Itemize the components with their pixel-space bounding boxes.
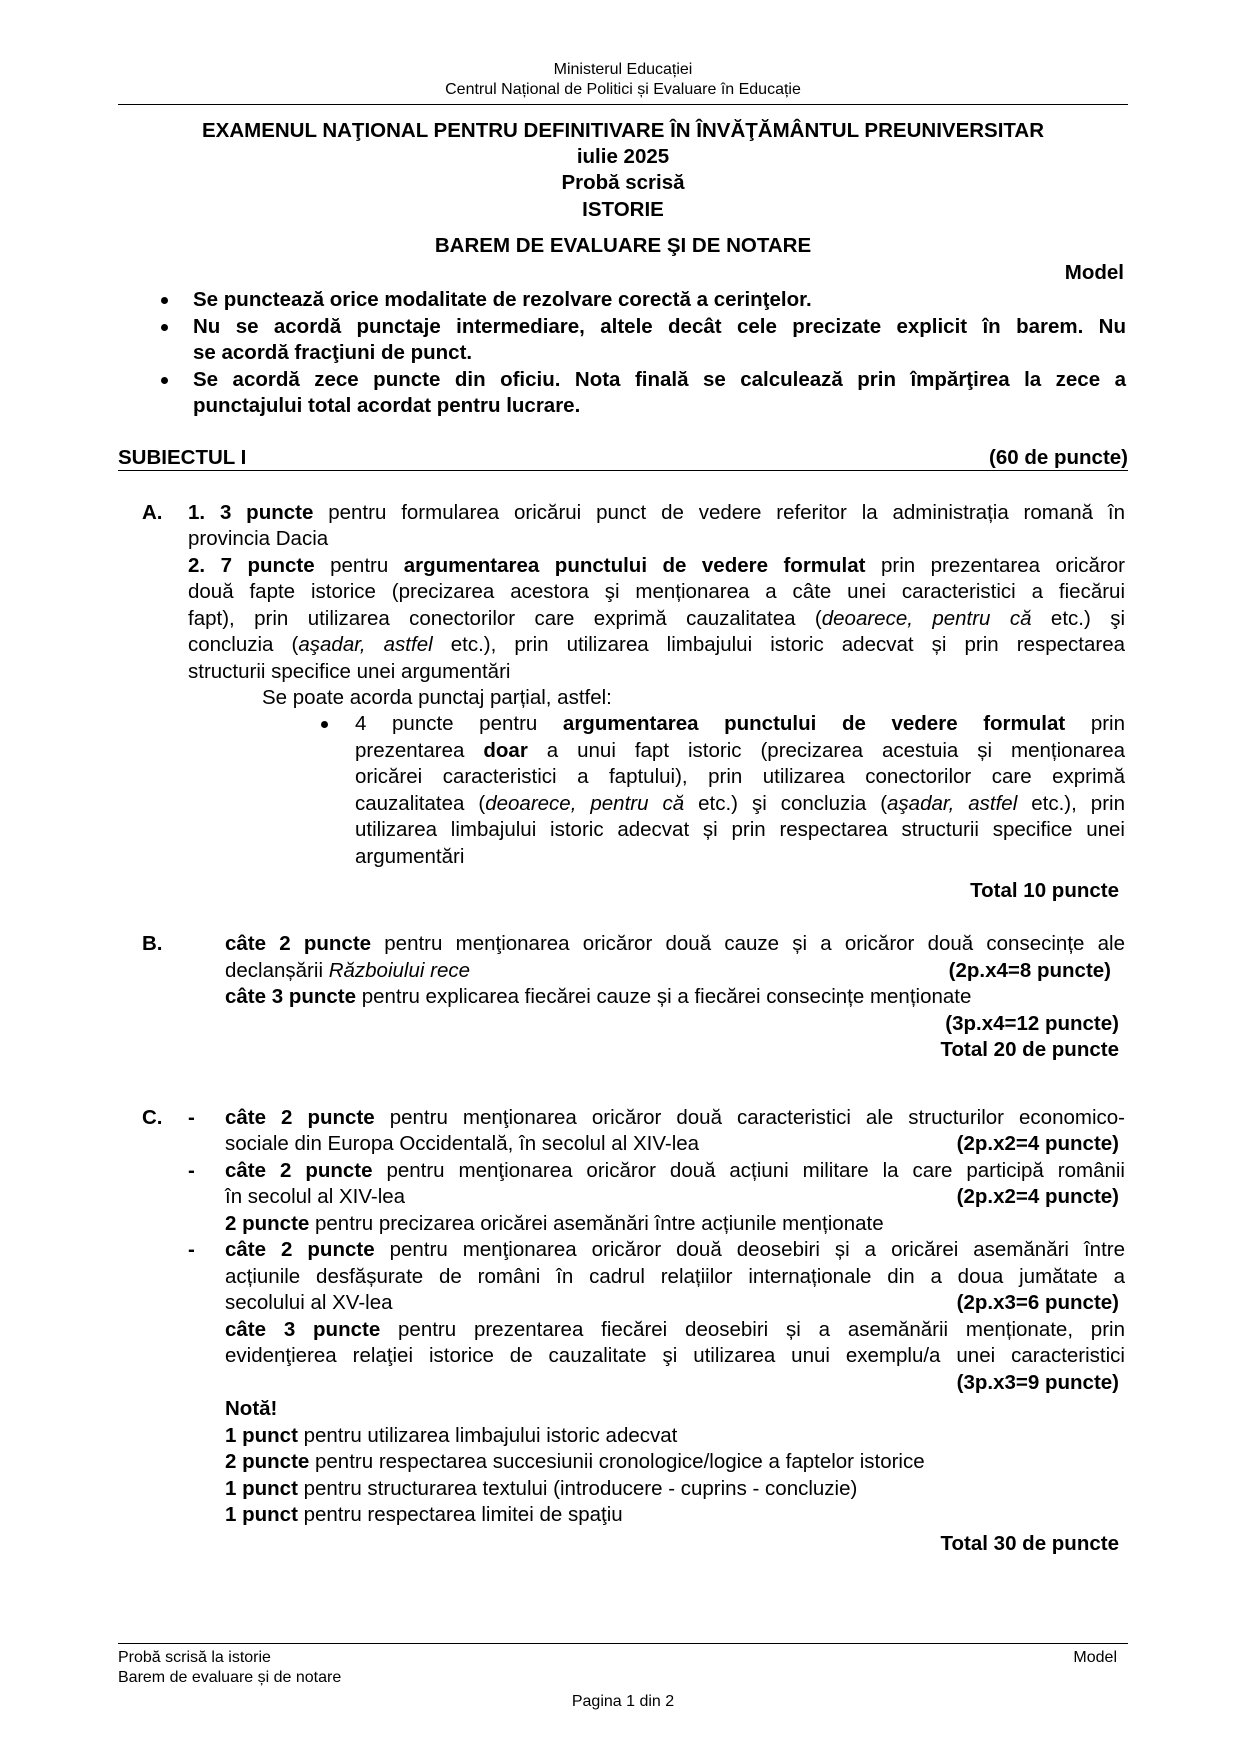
note-item: 1 punct pentru structurarea textului (introducere - cuprins - concluzie)	[225, 1477, 858, 1500]
header-rule	[118, 104, 1128, 105]
rule-item: Se punctează orice modalitate de rezolvare corectă a cerinţelor.	[193, 288, 812, 311]
item-2-line: concluzia (aşadar, astfel etc.), prin utilizarea limbajului istoric adecvat și prin respectarea	[188, 633, 1125, 656]
c-line: în secolul al XIV-lea	[225, 1185, 406, 1208]
bullet-icon	[161, 297, 168, 304]
c-line: secolului al XV-lea	[225, 1291, 393, 1314]
item-1-line: 1. 3 puncte pentru formularea oricărui punct de vedere referitor la administrația romană în	[188, 501, 1126, 524]
header-center: Centrul Național de Politici și Evaluare în Educație	[445, 81, 801, 98]
partial-line: 4 puncte pentru argumentarea punctului de vedere formulat prin	[355, 712, 1125, 735]
item-2-line: 2. 7 puncte pentru argumentarea punctului de vedere formulat prin prezentarea oricăror	[188, 554, 1125, 577]
barem-title: BAREM DE EVALUARE ŞI DE NOTARE	[434, 234, 812, 257]
page-number: Pagina 1 din 2	[571, 1693, 675, 1710]
b-line: câte 3 puncte pentru explicarea fiecărei cauze și a fiecărei consecințe menționate	[225, 985, 972, 1008]
note-item: 1 punct pentru utilizarea limbajului istoric adecvat	[225, 1424, 678, 1447]
section-letter: A.	[142, 501, 163, 524]
c-line: câte 2 puncte pentru menţionarea oricăror două caracteristici ale structurilor economico-	[225, 1106, 1125, 1129]
points-badge: (2p.x4=8 puncte)	[948, 959, 1111, 982]
header-ministry: Ministerul Educației	[553, 61, 693, 78]
subject-points: (60 de puncte)	[989, 446, 1128, 469]
footer-barem: Barem de evaluare și de notare	[118, 1669, 342, 1686]
section-letter: B.	[142, 932, 163, 955]
bullet-icon	[161, 377, 168, 384]
c-line: câte 2 puncte pentru menţionarea oricăror două deosebiri și a oricărei asemănări între	[225, 1238, 1125, 1261]
subject-heading	[118, 446, 1128, 471]
rule-item: Nu se acordă punctaje intermediare, altele decât cele precizate explicit în barem. Nu	[193, 315, 1126, 338]
points-badge: (3p.x4=12 puncte)	[945, 1012, 1119, 1035]
note-item: 1 punct pentru respectarea limitei de spaţiu	[225, 1503, 623, 1526]
dash-marker: -	[188, 1238, 195, 1261]
points-badge: (2p.x3=6 puncte)	[956, 1291, 1119, 1314]
footer-test: Probă scrisă la istorie	[118, 1649, 271, 1666]
section-total: Total 30 de puncte	[940, 1532, 1119, 1555]
section-total: Total 10 puncte	[970, 879, 1119, 902]
partial-line: argumentări	[355, 845, 465, 868]
partial-line: prezentarea doar a unui fapt istoric (precizarea acestuia și menționarea	[355, 739, 1126, 762]
dash-marker: -	[188, 1106, 195, 1129]
dash-marker: -	[188, 1159, 195, 1182]
partial-line: oricărei caracteristici a faptului), prin utilizarea conectorilor care exprimă	[355, 765, 1125, 788]
c-line: acțiunile desfășurate de români în cadrul relațiilor internaționale din a doua jumătate a	[225, 1265, 1125, 1288]
item-2-line: structurii specifice unei argumentări	[188, 660, 511, 683]
exam-session: iulie 2025	[576, 145, 670, 168]
section-letter: C.	[142, 1106, 163, 1129]
c-line: câte 2 puncte pentru menţionarea oricăror două acțiuni militare la care participă românii	[225, 1159, 1125, 1182]
model-label: Model	[1064, 261, 1124, 284]
item-2-line: fapt), prin utilizarea conectorilor care exprimă cauzalitatea (deoarece, pentru că etc.) şi	[188, 607, 1125, 630]
partial-note: Se poate acorda punctaj parțial, astfel:	[262, 686, 612, 709]
b-line: câte 2 puncte pentru menţionarea oricăror două cauze și a oricăror două consecințe ale	[225, 932, 1125, 955]
item-2-line: două fapte istorice (precizarea acestora şi menționarea a câte unei caracteristici a fiecărui	[188, 580, 1125, 603]
note-heading: Notă!	[225, 1397, 278, 1420]
bullet-icon	[321, 721, 328, 728]
rule-item-cont: punctajului total acordat pentru lucrare.	[193, 394, 581, 417]
rule-item-cont: se acordă fracţiuni de punct.	[193, 341, 473, 364]
b-line: declanșării Războiului rece	[225, 959, 471, 982]
footer-rule	[118, 1643, 1128, 1644]
exam-title: EXAMENUL NAŢIONAL PENTRU DEFINITIVARE ÎN ÎNVĂŢĂMÂNTUL PREUNIVERSITAR	[201, 119, 1045, 142]
exam-test-type: Probă scrisă	[561, 171, 685, 194]
subject-label: SUBIECTUL I	[118, 446, 247, 469]
item-1-line: provincia Dacia	[188, 527, 329, 550]
partial-line: utilizarea limbajului istoric adecvat și prin respectarea structurii specifice unei	[355, 818, 1125, 841]
c-line: sociale din Europa Occidentală, în secolul al XIV-lea	[225, 1132, 700, 1155]
footer-model: Model	[1073, 1649, 1117, 1666]
section-total: Total 20 de puncte	[940, 1038, 1119, 1061]
points-badge: (3p.x3=9 puncte)	[956, 1371, 1119, 1394]
c-line: 2 puncte pentru precizarea oricărei asemănări între acțiunile menționate	[225, 1212, 884, 1235]
points-badge: (2p.x2=4 puncte)	[956, 1185, 1119, 1208]
note-item: 2 puncte pentru respectarea succesiunii cronologice/logice a faptelor istorice	[225, 1450, 925, 1473]
rule-item: Se acordă zece puncte din oficiu. Nota finală se calculează prin împărţirea la zece a	[193, 368, 1126, 391]
exam-subject: ISTORIE	[582, 198, 664, 221]
points-badge: (2p.x2=4 puncte)	[956, 1132, 1119, 1155]
partial-line: cauzalitatea (deoarece, pentru că etc.) şi concluzia (aşadar, astfel etc.), prin	[355, 792, 1125, 815]
bullet-icon	[161, 324, 168, 331]
c-line: câte 3 puncte pentru prezentarea fiecărei deosebiri și a asemănării menționate, prin	[225, 1318, 1125, 1341]
c-line: evidenţierea relaţiei istorice de cauzalitate şi utilizarea unui exemplu/a unei caracteristici	[225, 1344, 1125, 1367]
